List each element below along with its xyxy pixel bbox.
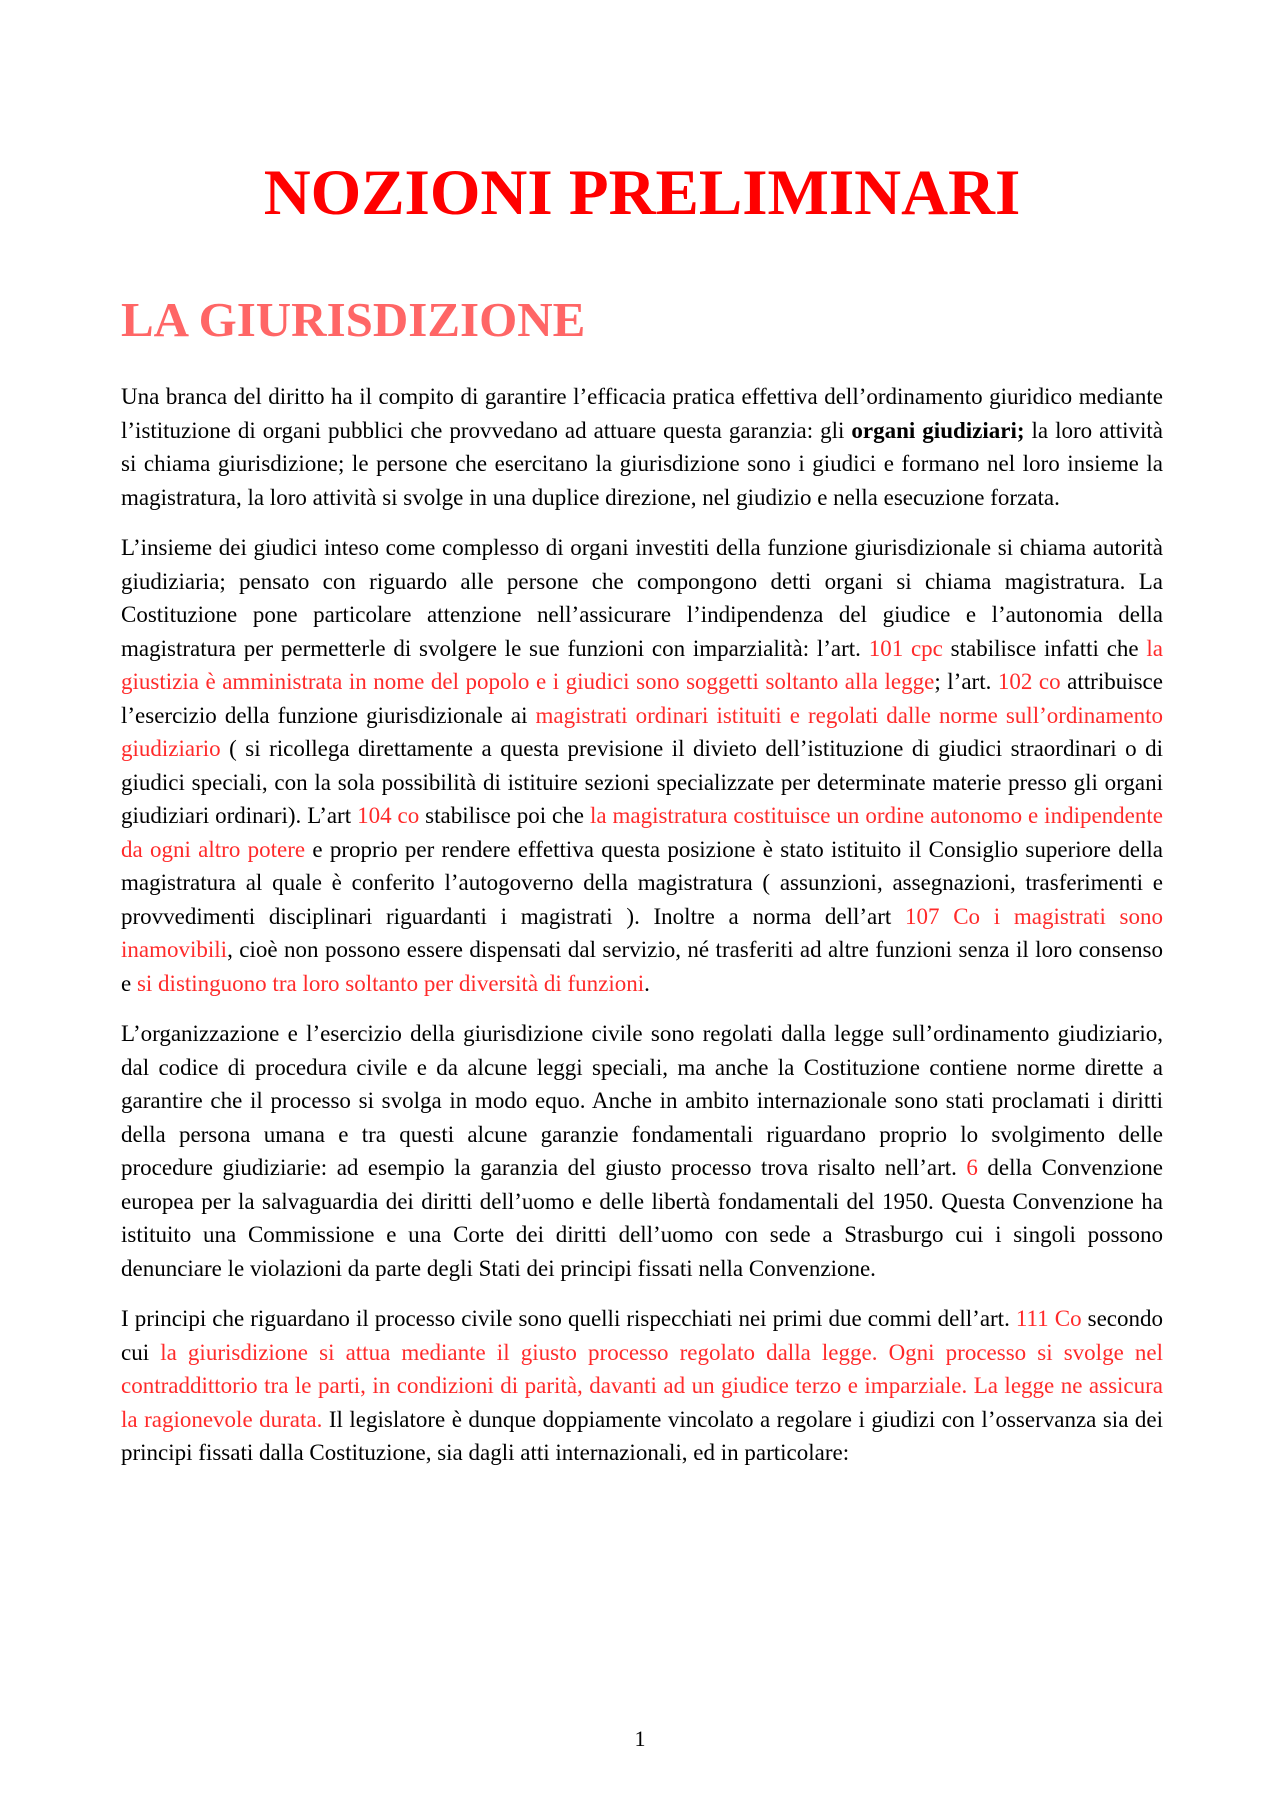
text-span: della Convenzione europea per la salvaguardia dei diritti dell’uomo e delle libertà fondamentali del 1950. Questa Convenzione ha istituito una Commissione e una Corte dei diritti dell’uomo con sede a Strasburgo cui i singoli possono denunciare le violazioni da parte degli Stati dei principi fissati nella Convenzione. xyxy=(121,1155,1163,1281)
text-span: , cioè non possono essere dispensati dal servizio, né trasferiti ad altre funzioni senza il loro consenso e xyxy=(121,937,1163,996)
quoted-norm: la magistratura costituisce un ordine autonomo e indipendente da ogni altro potere xyxy=(121,803,1163,862)
article-reference: 102 co xyxy=(997,669,1061,694)
page-title: NOZIONI PRELIMINARI xyxy=(263,157,1021,229)
text-span: Una branca del diritto ha il compito di garantire l’efficacia pratica effettiva dell’ordinamento giuridico mediante l’istituzione di organi pubblici che provvedano ad attuare questa garanzia: gli xyxy=(121,384,1163,443)
article-reference: 6 xyxy=(966,1155,978,1180)
document-body xyxy=(121,380,1163,1487)
quoted-norm: la giurisdizione si attua mediante il giusto processo regolato dalla legge. Ogni processo si svolge nel contraddittorio tra le parti, in condizioni di parità, davanti ad un giudice terzo e imparziale. La legge ne assicura la ragionevole durata. xyxy=(121,1339,1163,1432)
quoted-norm: la giustizia è amministrata in nome del popolo e i giudici sono soggetti soltanto alla legge xyxy=(121,635,1163,694)
text-span: I principi che riguardano il processo civile sono quelli rispecchiati nei primi due commi dell’art. xyxy=(121,1306,1016,1331)
text-span: ( si ricollega direttamente a questa previsione il divieto dell’istituzione di giudici straordinari o di giudici speciali, con la sola possibilità di istituire sezioni specializzate per determinate materie presso gli organi giudiziari ordinari). L’art xyxy=(121,736,1163,828)
paragraph-2 xyxy=(121,531,1163,1000)
quoted-norm: 107 Co i magistrati sono inamovibili xyxy=(121,903,1163,962)
article-reference: 104 co xyxy=(357,803,420,828)
bold-text: organi giudiziari; xyxy=(851,417,1025,443)
text-span: . xyxy=(644,970,650,996)
article-reference: 101 cpc xyxy=(868,635,943,661)
paragraph-1 xyxy=(121,380,1163,514)
text-span: Il legislatore è dunque doppiamente vincolato a regolare i giudizi con l’osservanza sia dei principi fissati dalla Costituzione, sia dagli atti internazionali, ed in particolare: xyxy=(121,1406,1163,1465)
text-span: attribuisce l’esercizio della funzione giurisdizionale ai xyxy=(121,669,1163,728)
section-title: LA GIURISDIZIONE xyxy=(121,292,586,347)
text-span: stabilisce infatti che xyxy=(942,635,1147,661)
text-span: e proprio per rendere effettiva questa posizione è stato istituito il Consiglio superiore della magistratura al quale è conferito l’autogoverno della magistratura ( assunzioni, assegnazioni, trasferimenti e provvedimenti disciplinari riguardanti i magistrati ). Inoltre a norma dell’art xyxy=(121,836,1163,929)
text-span: ; l’art. xyxy=(934,669,998,694)
text-span: la loro attività si chiama giurisdizione; le persone che esercitano la giurisdizione sono i giudici e formano nel loro insieme la magistratura, la loro attività si svolge in una duplice direzione, nel giudizio e nella esecuzione forzata. xyxy=(121,417,1164,510)
paragraph-4 xyxy=(121,1302,1163,1470)
quoted-norm: si distinguono tra loro soltanto per diversità di funzioni xyxy=(136,970,645,996)
text-span: secondo cui xyxy=(121,1306,1163,1365)
text-span: L’organizzazione e l’esercizio della giurisdizione civile sono regolati dalla legge sull’ordinamento giudiziario, dal codice di procedura civile e da alcune leggi speciali, ma anche la Costituzione contiene norme dirette a garantire che il processo si svolga in modo equo. Anche in ambito internazionale sono stati proclamati i diritti della persona umana e tra questi alcune garanzie fondamentali riguardano proprio lo svolgimento delle procedure giudiziarie: ad esempio la garanzia del giusto processo trova risalto nell’art. xyxy=(121,1021,1163,1180)
quoted-norm: magistrati ordinari istituiti e regolati dalle norme sull’ordinamento giudiziario xyxy=(121,702,1163,761)
text-span: stabilisce poi che xyxy=(419,803,590,828)
text-span: L’insieme dei giudici inteso come complesso di organi investiti della funzione giurisdizionale si chiama autorità giudiziaria; pensato con riguardo alle persone che compongono detti organi si chiama magistratura. La Costituzione pone particolare attenzione nell’assicurare l’indipendenza del giudice e l’autonomia della magistratura per permetterle di svolgere le sue funzioni con imparzialità: l’art. xyxy=(121,535,1163,661)
paragraph-3 xyxy=(121,1017,1163,1285)
page-number: 1 xyxy=(634,1726,646,1751)
article-reference: 111 Co xyxy=(1015,1306,1082,1331)
